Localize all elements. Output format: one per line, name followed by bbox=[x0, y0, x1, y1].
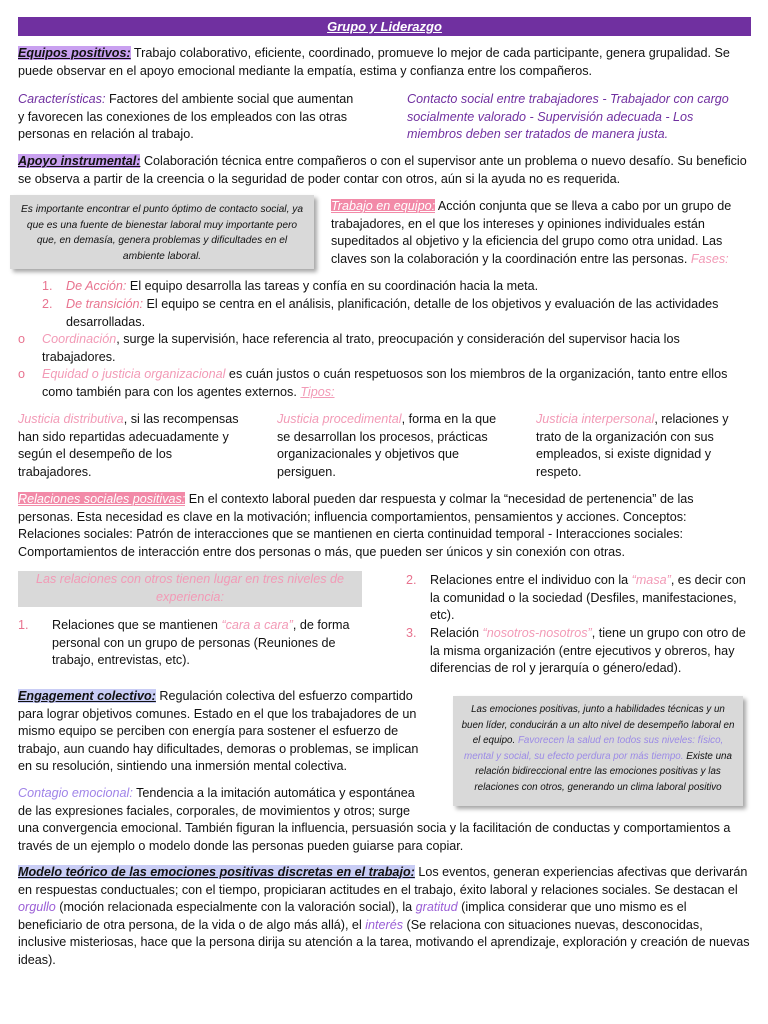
engagement-text: Regulación colectiva del esfuerzo compartido para lograr objetivos comunes. Estado en el que los trabajadores de un mismo equipo se perciben con energía para sostener el esfuerzo de trabajo, aun cuando hay dificultades, demoras o problemas, se implican en su resolución, sintiendo una inmersión mental colectiva. bbox=[18, 689, 419, 774]
nivel-quote: “masa” bbox=[631, 573, 671, 587]
page-title: Grupo y Liderazgo bbox=[18, 17, 751, 36]
nivel-post: , es decir con la comunidad o la sociedad (Desfiles, manifestaciones, etc). bbox=[430, 573, 746, 623]
modelo-text: (Se relaciona con situaciones nuevas, desconocidas, inclusive misteriosas, hace que la persona dirija su atención a la tarea, motivando el aprendizaje, exploración y creación de nuevas ideas). bbox=[18, 917, 750, 967]
equipos-label: Equipos positivos: bbox=[18, 46, 131, 60]
caracteristicas-text: Factores del ambiente social que aumentan y favorecen las conexiones de los empleados con las otras personas en relación al trabajo. bbox=[18, 92, 354, 142]
bullet-text: es cuán justos o cuán respetuosos son los miembros de la organización, tanto entre ellos como también para con los agentes externos. bbox=[42, 367, 728, 399]
engagement-paragraph bbox=[18, 688, 430, 776]
caracteristicas-paragraph bbox=[18, 91, 358, 144]
justicia-label: Justicia distributiva bbox=[18, 412, 124, 426]
caracteristicas-label: Características: bbox=[18, 92, 106, 106]
justicia-procedimental bbox=[277, 411, 497, 481]
nivel-quote: “cara a cara” bbox=[221, 618, 293, 632]
note-text: Las emociones positivas, junto a habilidades técnicas y un buen líder, conducirán a un alto nivel de desempeño laboral en el equipo. bbox=[461, 704, 735, 747]
fases-label: Fases: bbox=[690, 251, 729, 266]
nivel-pre: Relaciones entre el individuo con la bbox=[430, 573, 632, 587]
justicia-text: , forma en la que se desarrollan los procesos, prácticas organizacionales y objetivos que persiguen. bbox=[277, 412, 497, 479]
list-number: 2. bbox=[42, 297, 53, 311]
bullet-icon: o bbox=[18, 332, 26, 346]
fase-label: De transición: bbox=[66, 297, 143, 311]
fase-text: El equipo desarrolla las tareas y confía en su coordinación hacia la meta. bbox=[126, 279, 539, 293]
bullet-icon: o bbox=[18, 367, 26, 381]
equipos-text: Trabajo colaborativo, eficiente, coordinado, promueve lo mejor de cada participante, genera grupalidad. Se puede observar en el apoyo emocional mediante la empatía, estima y confianza entre los compañeros. bbox=[18, 46, 730, 78]
equipos-paragraph bbox=[18, 45, 751, 80]
bullet-label: Coordinación bbox=[42, 332, 117, 346]
nivel-pre: Relaciones que se mantienen bbox=[52, 618, 222, 632]
apoyo-label: Apoyo instrumental: bbox=[18, 154, 141, 168]
trabajo-text: Acción conjunta que se lleva a cabo por un grupo de trabajadores, en el que los intereses y opiniones individuales están supeditados al objetivo y la eficiencia del grupo como otra unidad. Las claves son la colaboración y la coordinación entre las personas. bbox=[331, 199, 732, 266]
list-number: 2. bbox=[406, 573, 417, 587]
bullet-label: Equidad o justicia organizacional bbox=[42, 367, 226, 381]
nivel-quote: “nosotros-nosotros” bbox=[482, 626, 592, 640]
list-number: 3. bbox=[406, 626, 417, 640]
trabajo-paragraph bbox=[331, 198, 751, 268]
interes-term: interés bbox=[365, 917, 404, 932]
relaciones-text: En el contexto laboral pueden dar respuesta y colmar la “necesidad de pertenencia” de las personas. Esta necesidad es clave en la motivación; influencia comportamientos, pensamientos y acciones. Conceptos: Relaciones sociales: Patrón de interacciones que se mantienen en cierta continuidad temporal - Interacciones sociales: Comportamientos de interacción entre dos personas o más, que pueden ser únicos y sin conexión con otras. bbox=[18, 492, 694, 559]
fase-text: El equipo se centra en el análisis, planificación, detalle de los objetivos y evaluación de las actividades desarrolladas. bbox=[66, 297, 719, 329]
apoyo-paragraph bbox=[18, 153, 751, 188]
orgullo-term: orgullo bbox=[18, 900, 56, 915]
list-number: 1. bbox=[18, 618, 29, 632]
justicia-distributiva bbox=[18, 411, 243, 481]
note-box-contacto-social: Es importante encontrar el punto óptimo de contacto social, ya que es una fuente de bienestar laboral muy importante pero que, en demasía, genera problemas y dificultades en el ambiente laboral. bbox=[10, 195, 314, 269]
layout-spacer bbox=[426, 785, 751, 819]
justicia-text: , relaciones y trato de la organización con sus empleados, si existe dignidad y respeto. bbox=[536, 412, 729, 479]
modelo-text: Los eventos, generan experiencias afectivas que derivarán en respuestas conductuales; con el tiempo, propiciaran actitudes en el trabajo, éxito laboral y relaciones sociales. Se destacan el bbox=[18, 865, 748, 897]
modelo-text: (implica considerar que uno mismo es el beneficiario de otra persona, de la vida o de algo más allá), el bbox=[18, 900, 687, 932]
justicia-interpersonal bbox=[536, 411, 751, 481]
nivel-post: , de forma personal con un grupo de personas (Reuniones de trabajo, entrevistas, etc). bbox=[52, 618, 350, 668]
justicia-label: Justicia interpersonal bbox=[536, 412, 655, 426]
apoyo-text: Colaboración técnica entre compañeros o con el supervisor ante un problema o nuevo desafío. Su beneficio se observa a partir de la creencia o la seguridad de poder contar con otros, aún si la ayuda no es requerida. bbox=[18, 154, 747, 186]
contagio-text: Tendencia a la imitación automática y espontánea de las expresiones faciales, corporales, de movimientos y otros; surge una convergencia emocional. También figuran la influencia, persuasión socia y la facilitación de conductas y comportamientos a través de un ejemplo o modelo donde las personas pueden guiarse para copiar. bbox=[18, 786, 731, 853]
nivel-pre: Relación bbox=[430, 626, 483, 640]
relaciones-label: Relaciones sociales positivas: bbox=[18, 492, 186, 506]
justicia-label: Justicia procedimental bbox=[277, 412, 402, 426]
modelo-paragraph bbox=[18, 864, 751, 970]
tipos-label: Tipos: bbox=[300, 384, 335, 399]
list-number: 1. bbox=[42, 279, 53, 293]
note-text: Existe una relación bidireccional entre las emociones positivas y las relaciones con otros, generando un clima laboral positivo bbox=[474, 750, 732, 793]
engagement-label: Engagement colectivo: bbox=[18, 689, 156, 703]
bullet-text: , surge la supervisión, hace referencia al trato, preocupación y consideración del supervisor hacia los trabajadores. bbox=[42, 332, 680, 364]
justicia-text: , si las recompensas han sido repartidas adecuadamente y según el desempeño de los trabajadores. bbox=[18, 412, 239, 479]
modelo-label: Modelo teórico de las emociones positivas discretas en el trabajo: bbox=[18, 865, 415, 879]
contagio-paragraph bbox=[18, 785, 751, 855]
caracteristicas-side: Contacto social entre trabajadores - Trabajador con cargo socialmente valorado - Supervisión adecuada - Los miembros deben ser tratados de manera justa. bbox=[407, 92, 729, 142]
relaciones-paragraph bbox=[18, 491, 751, 561]
niveles-box: Las relaciones con otros tienen lugar en tres niveles de experiencia: bbox=[18, 571, 362, 607]
nivel-post: , tiene un grupo con otro de la misma organización (entre ejecutivos y obreros, hay diferencias de rol y jerarquía o género/edad). bbox=[430, 626, 746, 676]
trabajo-label: Trabajo en equipo: bbox=[331, 199, 436, 213]
contagio-label: Contagio emocional: bbox=[18, 786, 133, 800]
fase-label: De Acción: bbox=[66, 279, 127, 293]
gratitud-term: gratitud bbox=[415, 900, 458, 915]
modelo-text: (moción relacionada especialmente con la valoración social), la bbox=[55, 900, 416, 915]
note-highlight: Favorecen la salud en todos sus niveles: físico, mental y social, su efecto perdura por más tiempo. bbox=[464, 735, 724, 762]
